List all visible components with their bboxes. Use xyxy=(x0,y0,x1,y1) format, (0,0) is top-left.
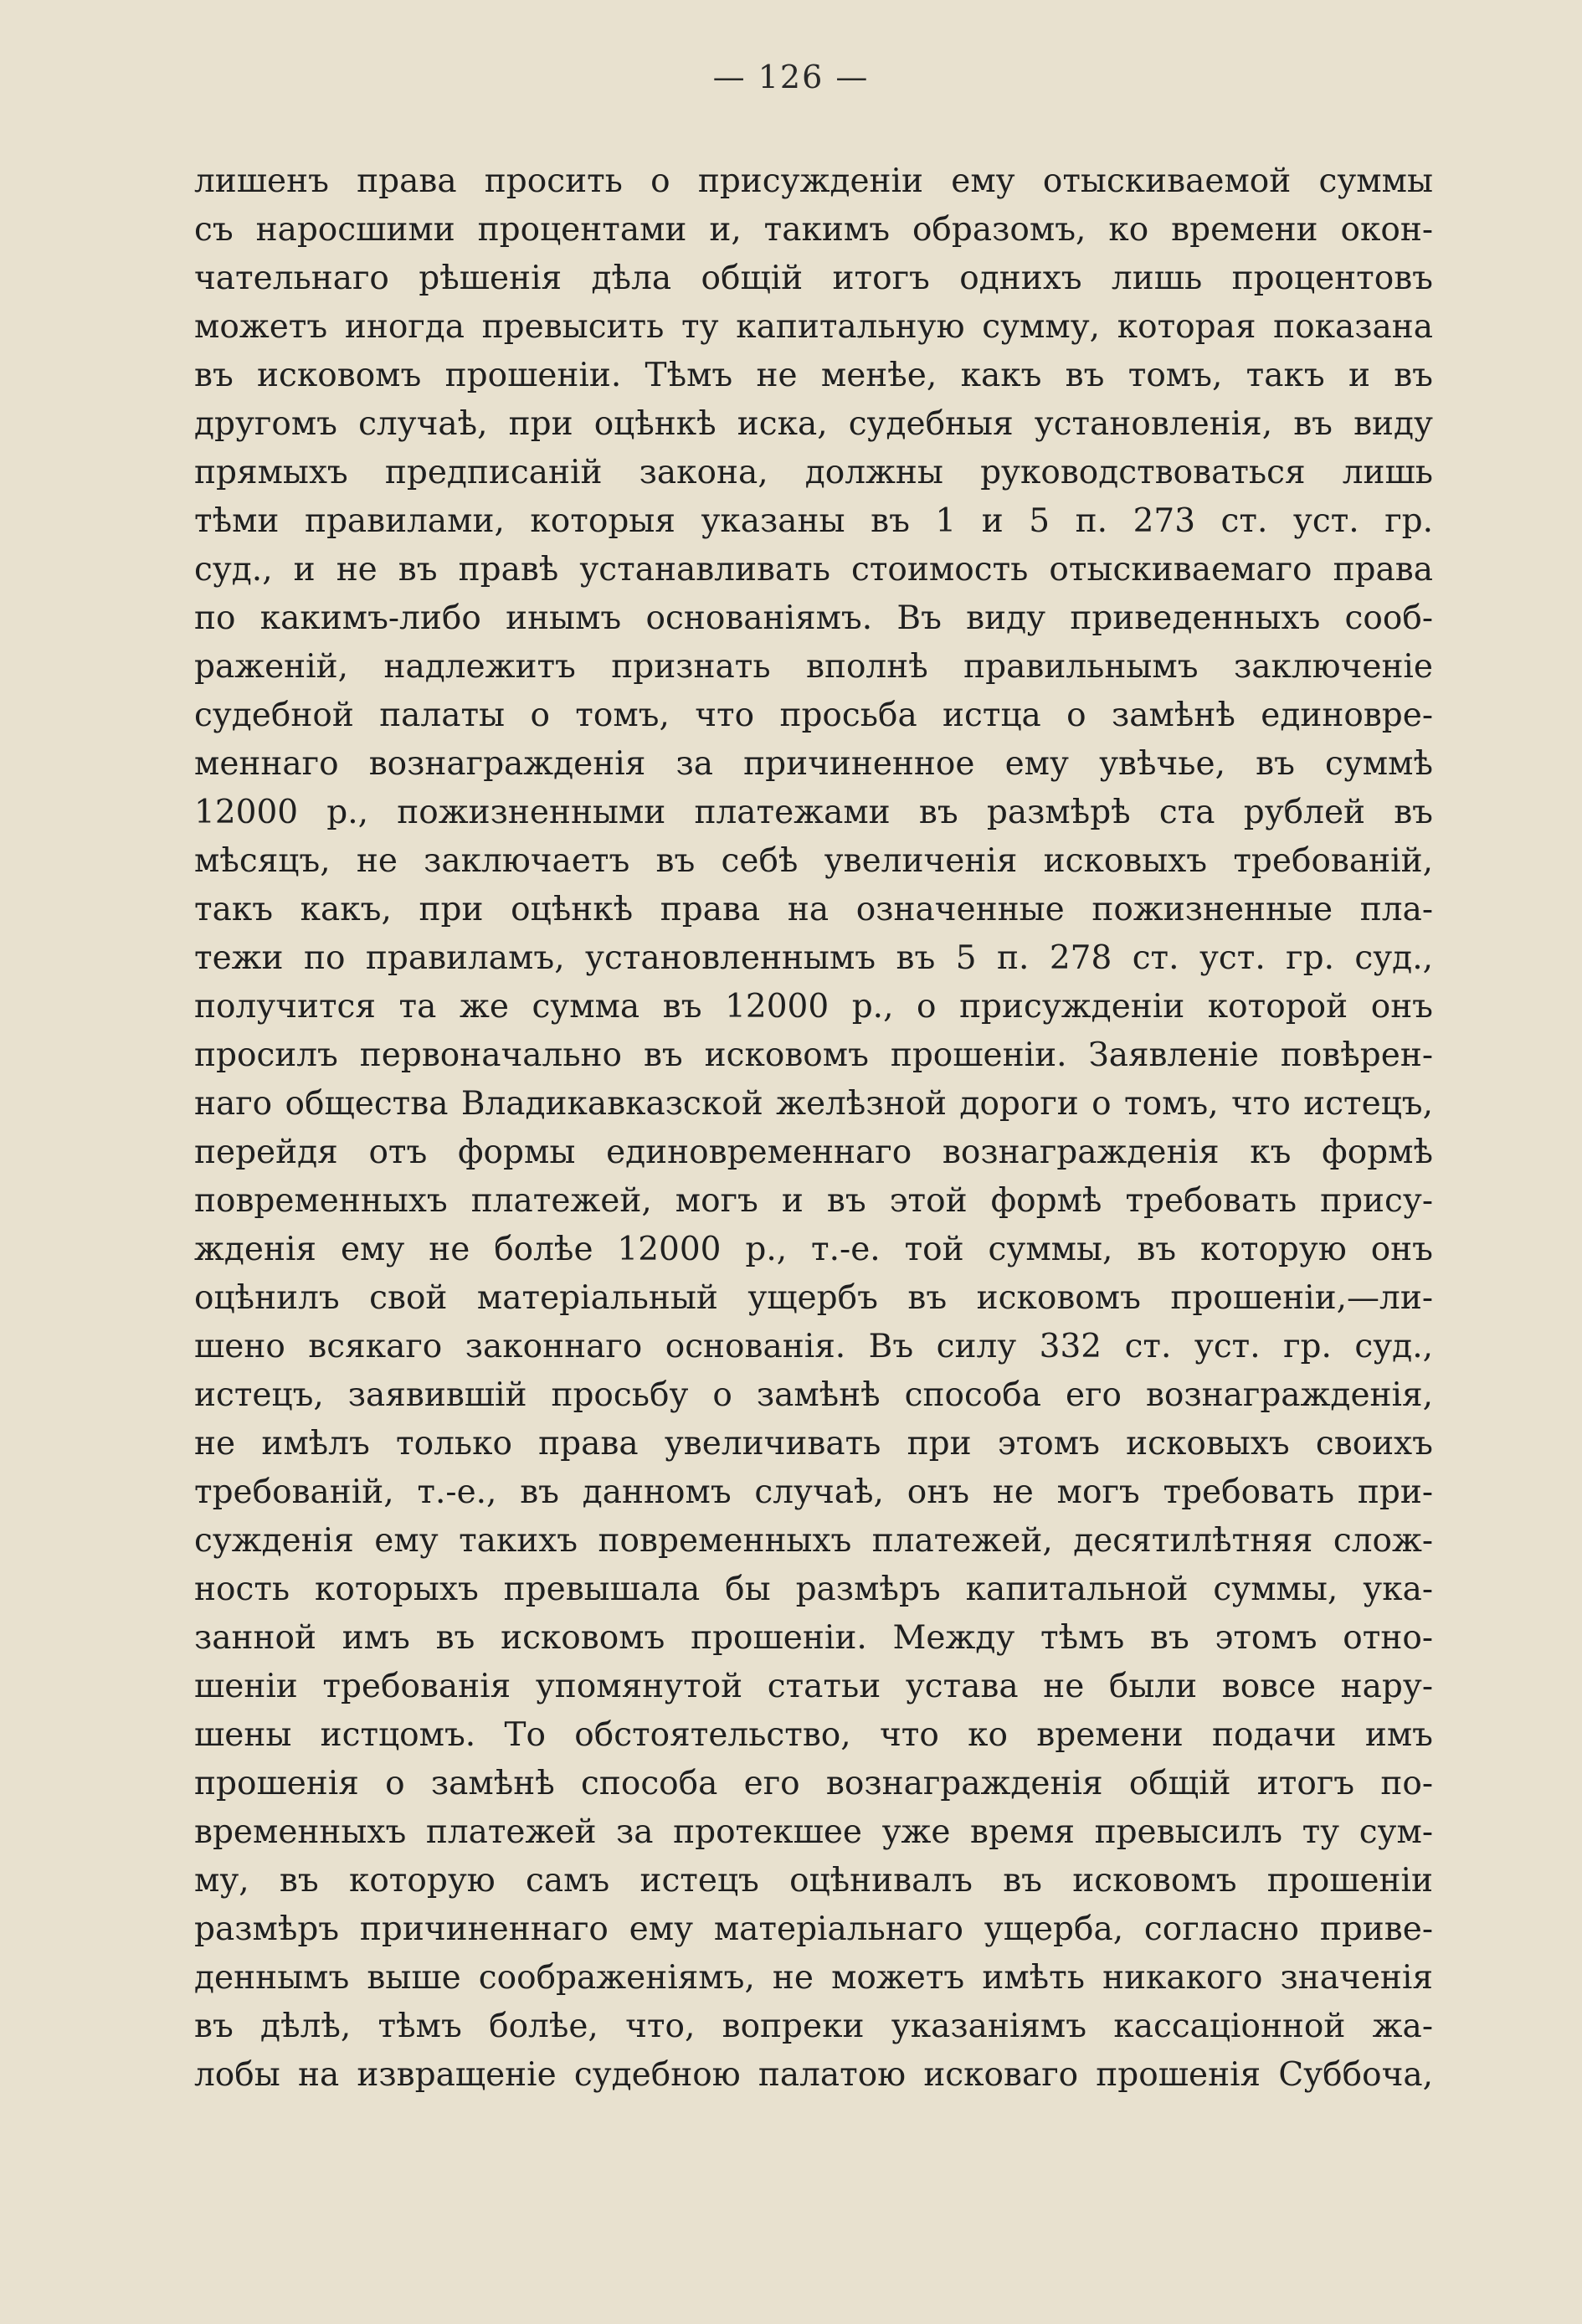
text-line: истецъ, заявившій просьбу о замѣнѣ способа его вознагражденія, xyxy=(194,1376,1433,1414)
text-line: тѣми правилами, которыя указаны въ 1 и 5 п. 273 ст. уст. гр. xyxy=(194,502,1433,540)
text-line: меннаго вознагражденія за причиненное ему увѣчье, въ суммѣ xyxy=(194,745,1433,783)
text-line: съ наросшими процентами и, такимъ образомъ, ко времени окон- xyxy=(194,211,1433,249)
text-line: получится та же сумма въ 12000 р., о присужденіи которой онъ xyxy=(194,988,1433,1026)
text-line: лобы на извращеніе судебною палатою исковаго прошенія Суббоча, xyxy=(194,2056,1433,2094)
text-line: въ дѣлѣ, тѣмъ болѣе, что, вопреки указаніямъ кассаціонной жа- xyxy=(194,2008,1433,2045)
text-line: прямыхъ предписаній закона, должны руководствоваться лишь xyxy=(194,454,1433,491)
text-line: не имѣлъ только права увеличивать при этомъ исковыхъ своихъ xyxy=(194,1425,1433,1463)
text-line: прошенія о замѣнѣ способа его вознагражденія общій итогъ по- xyxy=(194,1765,1433,1802)
text-line: 12000 р., пожизненными платежами въ размѣрѣ ста рублей въ xyxy=(194,794,1433,831)
text-line: жденія ему не болѣе 12000 р., т.-е. той суммы, въ которую онъ xyxy=(194,1231,1433,1268)
text-line: деннымъ выше соображеніямъ, не можетъ имѣть никакого значенія xyxy=(194,1959,1433,1997)
text-line: мѣсяцъ, не заключаетъ въ себѣ увеличенія исковыхъ требованій, xyxy=(194,842,1433,880)
text-line: требованій, т.-е., въ данномъ случаѣ, онъ не могъ требовать при- xyxy=(194,1473,1433,1511)
text-line: можетъ иногда превысить ту капитальную сумму, которая показана xyxy=(194,308,1433,346)
text-line: шеніи требованія упомянутой статьи устава не были вовсе нару- xyxy=(194,1668,1433,1705)
text-line: лишенъ права просить о присужденіи ему отыскиваемой суммы xyxy=(194,162,1433,200)
text-line: перейдя отъ формы единовременнаго вознагражденія къ формѣ xyxy=(194,1134,1433,1171)
text-line: чательнаго рѣшенія дѣла общій итогъ однихъ лишь процентовъ xyxy=(194,260,1433,297)
text-line: раженій, надлежитъ признать вполнѣ правильнымъ заключеніе xyxy=(194,648,1433,686)
text-line: другомъ случаѣ, при оцѣнкѣ иска, судебныя установленія, въ виду xyxy=(194,405,1433,443)
text-line: тежи по правиламъ, установленнымъ въ 5 п. 278 ст. уст. гр. суд., xyxy=(194,939,1433,977)
text-line: шены истцомъ. То обстоятельство, что ко времени подачи имъ xyxy=(194,1716,1433,1754)
text-line: наго общества Владикавказской желѣзной дороги о томъ, что истецъ, xyxy=(194,1085,1433,1123)
text-line: занной имъ въ исковомъ прошеніи. Между тѣмъ въ этомъ отно- xyxy=(194,1619,1433,1657)
text-line: шено всякаго законнаго основанія. Въ силу 332 ст. уст. гр. суд., xyxy=(194,1328,1433,1365)
text-line: ность которыхъ превышала бы размѣръ капитальной суммы, ука- xyxy=(194,1571,1433,1608)
text-line: такъ какъ, при оцѣнкѣ права на означенные пожизненные пла- xyxy=(194,891,1433,928)
text-line: размѣръ причиненнаго ему матеріальнаго ущерба, согласно приве- xyxy=(194,1910,1433,1948)
text-line: му, въ которую самъ истецъ оцѣнивалъ въ исковомъ прошеніи xyxy=(194,1862,1433,1900)
text-line: по какимъ-либо инымъ основаніямъ. Въ виду приведенныхъ сооб- xyxy=(194,599,1433,637)
text-line: сужденія ему такихъ повременныхъ платежей, десятилѣтняя слож- xyxy=(194,1522,1433,1560)
text-line: повременныхъ платежей, могъ и въ этой формѣ требовать прису- xyxy=(194,1182,1433,1220)
text-line: оцѣнилъ свой матеріальный ущербъ въ исковомъ прошеніи,—ли- xyxy=(194,1279,1433,1317)
text-line: временныхъ платежей за протекшее уже время превысилъ ту сум- xyxy=(194,1813,1433,1851)
text-line: въ исковомъ прошеніи. Тѣмъ не менѣе, какъ въ томъ, такъ и въ xyxy=(194,357,1433,394)
page-number: — 126 — xyxy=(712,59,870,95)
text-line: просилъ первоначально въ исковомъ прошеніи. Заявленіе повѣрен- xyxy=(194,1036,1433,1074)
text-line: суд., и не въ правѣ устанавливать стоимость отыскиваемаго права xyxy=(194,551,1433,589)
body-text xyxy=(194,157,1433,2100)
text-line: судебной палаты о томъ, что просьба истца о замѣнѣ единовре- xyxy=(194,697,1433,734)
